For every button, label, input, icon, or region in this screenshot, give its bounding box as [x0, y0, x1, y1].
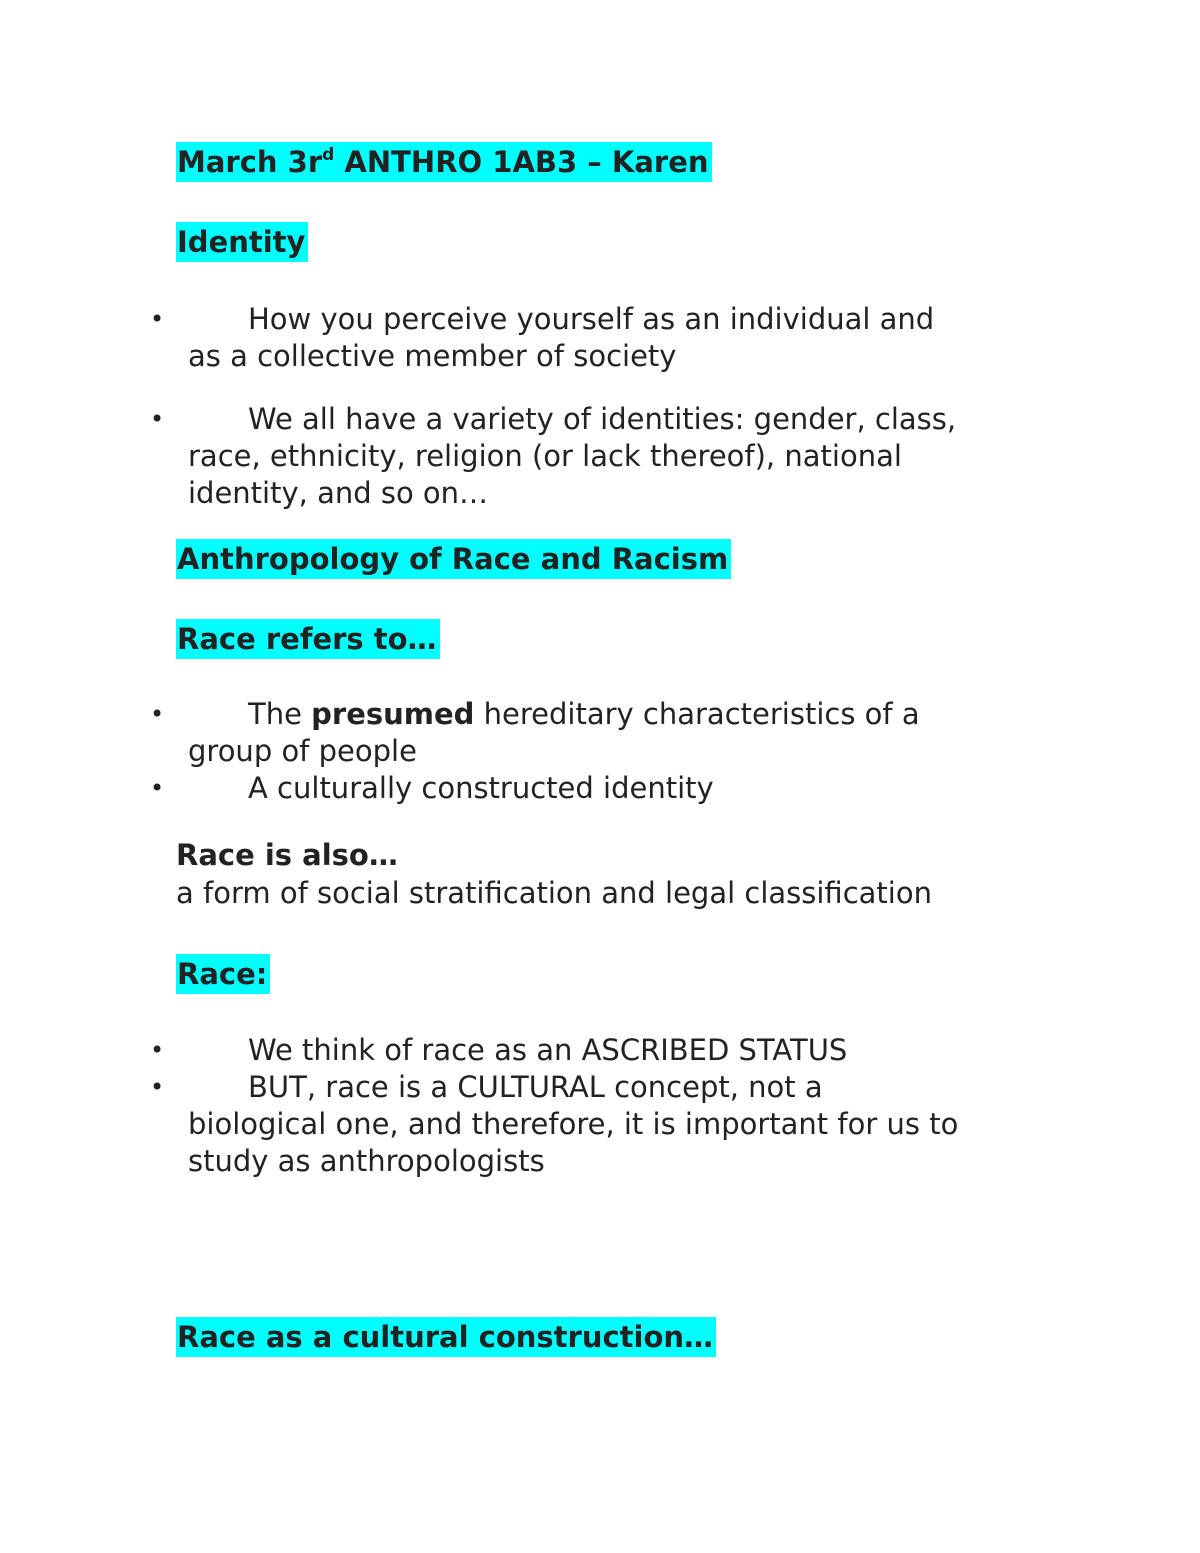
identity-heading	[176, 222, 308, 262]
race-heading-text: Race:	[176, 954, 270, 994]
bullet-icon: •	[150, 1073, 165, 1101]
race-refers-list	[150, 696, 1050, 807]
race-refers-heading-text: Race refers to…	[176, 619, 440, 659]
identity-heading-text: Identity	[176, 222, 308, 262]
bullet-icon: •	[150, 305, 165, 333]
race-heading	[176, 954, 270, 994]
list-item	[150, 1032, 1050, 1069]
race-refers-b1-pre: The	[248, 697, 312, 731]
anthro-race-heading-text: Anthropology of Race and Racism	[176, 539, 731, 579]
race-also-block	[176, 837, 932, 912]
identity-list	[150, 301, 1050, 375]
title-superscript: d	[322, 145, 335, 165]
race-list	[150, 1032, 1050, 1180]
race-refers-b1-post: hereditary characteristics of a	[474, 697, 920, 731]
identity-bullet-2-line2: race, ethnicity, religion (or lack thereof), national	[188, 439, 902, 473]
title-post: ANTHRO 1AB3 – Karen	[334, 145, 709, 179]
race-b2-line3: study as anthropologists	[188, 1144, 545, 1178]
race-refers-b1-line2: group of people	[188, 734, 417, 768]
race-refers-b2: A culturally constructed identity	[248, 771, 714, 805]
identity-bullet-2-line1: We all have a variety of identities: gender, class,	[248, 402, 957, 436]
identity-bullet-1-line1: How you perceive yourself as an individual and	[248, 302, 935, 336]
list-item	[150, 401, 1050, 512]
bullet-icon: •	[150, 774, 165, 802]
document-title	[176, 142, 712, 182]
race-also-heading: Race is also…	[176, 838, 398, 872]
cultural-construction-heading-text: Race as a cultural construction…	[176, 1317, 716, 1357]
race-refers-heading	[176, 619, 440, 659]
list-item	[150, 301, 1050, 375]
cultural-construction-heading	[176, 1317, 716, 1357]
race-b2-line2: biological one, and therefore, it is important for us to	[188, 1107, 959, 1141]
bullet-icon: •	[150, 405, 165, 433]
identity-list-2	[150, 401, 1050, 512]
title-pre: March 3r	[177, 145, 323, 179]
list-item	[150, 696, 1050, 770]
race-also-text: a form of social stratification and legal classification	[176, 876, 932, 910]
race-b1: We think of race as an ASCRIBED STATUS	[248, 1033, 848, 1067]
list-item	[150, 770, 1050, 807]
race-refers-b1-bold: presumed	[311, 697, 475, 731]
identity-bullet-2-line3: identity, and so on…	[188, 476, 489, 510]
title-highlight	[176, 142, 712, 182]
list-item	[150, 1069, 1050, 1180]
race-b2-line1: BUT, race is a CULTURAL concept, not a	[248, 1070, 823, 1104]
anthro-race-heading	[176, 539, 731, 579]
bullet-icon: •	[150, 1036, 165, 1064]
bullet-icon: •	[150, 700, 165, 728]
identity-bullet-1-line2: as a collective member of society	[188, 339, 677, 373]
